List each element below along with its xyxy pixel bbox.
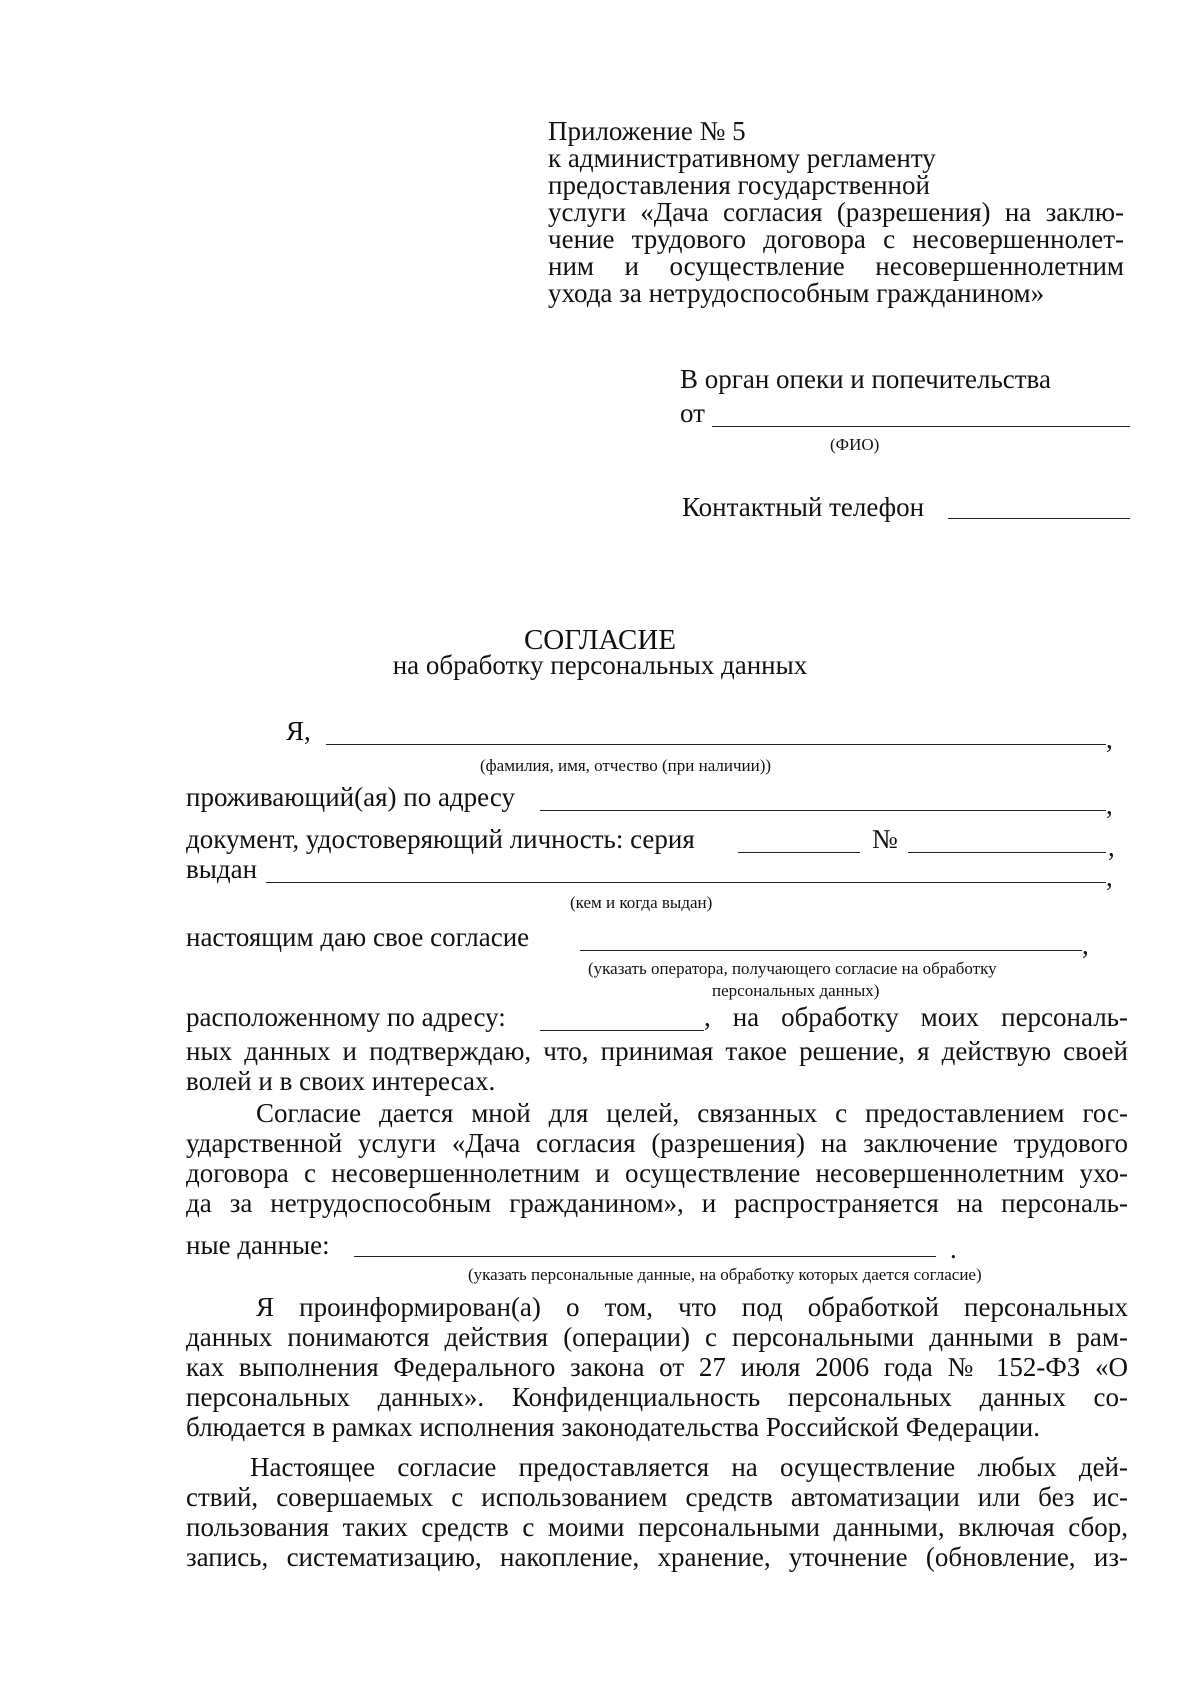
paragraph-line: запись, систематизацию, накопление, хранение, уточнение (обновление, из- bbox=[186, 1542, 1128, 1572]
issued-label: выдан bbox=[186, 854, 258, 884]
located-paragraph bbox=[186, 1036, 1128, 1096]
period: . bbox=[950, 1234, 957, 1264]
paragraph-line: пользования таких средств с моими персональными данными, включая сбор, bbox=[186, 1512, 1128, 1542]
personal-data-hint: (указать персональные данные, на обработку которых дается согласие) bbox=[468, 1265, 982, 1284]
number-input-line[interactable] bbox=[908, 852, 1106, 853]
operator-input-line[interactable] bbox=[580, 950, 1082, 951]
issued-hint: (кем и когда выдан) bbox=[570, 893, 713, 912]
address-input-line[interactable] bbox=[540, 810, 1106, 811]
appendix-line: услуги «Дача согласия (разрешения) на заклю- bbox=[548, 197, 1124, 227]
appendix-line: предоставления государственной bbox=[548, 170, 930, 200]
paragraph-line: Я проинформирован(а) о том, что под обработкой персональных bbox=[256, 1292, 1128, 1322]
paragraph-line: данных понимаются действия (операции) с персональными данными в рам- bbox=[186, 1322, 1128, 1352]
paragraph-line: Согласие дается мной для целей, связанных с предоставлением гос- bbox=[256, 1098, 1128, 1128]
paragraph-line: ударственной услуги «Дача согласия (разрешения) на заключение трудового bbox=[186, 1128, 1128, 1158]
operator-hint: персональных данных) bbox=[712, 981, 880, 1000]
appendix-line: чение трудового договора с несовершеннолет- bbox=[548, 224, 1124, 254]
addressee-to: В орган опеки и попечительства bbox=[680, 364, 1051, 394]
i-label: Я, bbox=[286, 716, 311, 746]
appendix-line: ним и осуществление несовершеннолетним bbox=[548, 251, 1124, 281]
id-document-label: документ, удостоверяющий личность: серия bbox=[186, 824, 695, 854]
full-name-input-line[interactable] bbox=[326, 744, 1106, 745]
personal-data-input-line[interactable] bbox=[354, 1256, 936, 1257]
paragraph-line: блюдается в рамках исполнения законодательства Российской Федерации. bbox=[186, 1412, 1040, 1442]
fio-caption: (ФИО) bbox=[830, 435, 880, 454]
comma: , bbox=[1106, 790, 1113, 820]
phone-label: Контактный телефон bbox=[682, 492, 925, 522]
paragraph-line: да за нетрудоспособным гражданином», и распространяется на персональ- bbox=[186, 1188, 1128, 1218]
appendix-header bbox=[548, 118, 1124, 307]
paragraph-line: ных данных и подтверждаю, что, принимая такое решение, я действую своей bbox=[186, 1036, 1128, 1066]
consent-label: настоящим даю свое согласие bbox=[186, 922, 530, 952]
phone-input-line[interactable] bbox=[948, 518, 1130, 519]
issued-input-line[interactable] bbox=[266, 882, 1106, 883]
personal-data-label: ные данные: bbox=[186, 1230, 330, 1260]
comma: , bbox=[1108, 832, 1115, 862]
document-subtitle: на обработку персональных данных bbox=[392, 650, 808, 680]
address-label: проживающий(ая) по адресу bbox=[186, 782, 515, 812]
appendix-line: ухода за нетрудоспособным гражданином» bbox=[548, 278, 1045, 308]
paragraph-line: ствий, совершаемых с использованием средств автоматизации или без ис- bbox=[186, 1482, 1128, 1512]
number-label: № bbox=[872, 824, 898, 854]
appendix-line: к административному регламенту bbox=[548, 143, 936, 173]
paragraph-line: ках выполнения Федерального закона от 27 июля 2006 года № 152-ФЗ «О bbox=[186, 1352, 1128, 1382]
paragraph-line: волей и в своих интересах. bbox=[186, 1066, 496, 1096]
operator-address-input-line[interactable] bbox=[540, 1030, 704, 1031]
paragraph-line: Настоящее согласие предоставляется на осуществление любых дей- bbox=[250, 1452, 1128, 1482]
addressee-from-label: от bbox=[680, 398, 705, 428]
located-label: расположенному по адресу: bbox=[186, 1002, 506, 1032]
paragraph-line: договора с несовершеннолетним и осуществление несовершеннолетним ухо- bbox=[186, 1158, 1128, 1188]
fio-hint: (фамилия, имя, отчество (при наличии)) bbox=[480, 756, 772, 775]
appendix-number: Приложение № 5 bbox=[548, 116, 746, 146]
paragraph-line: персональных данных». Конфиденциальность персональных данных со- bbox=[186, 1382, 1128, 1412]
comma: , bbox=[1082, 930, 1089, 960]
document-title: СОГЛАСИЕ bbox=[523, 624, 677, 656]
comma: , bbox=[1106, 862, 1113, 892]
operator-hint: (указать оператора, получающего согласие на обработку bbox=[588, 959, 997, 978]
located-text: , на обработку моих персональ- bbox=[704, 1002, 1128, 1032]
informed-paragraph bbox=[186, 1292, 1128, 1442]
comma: , bbox=[1106, 724, 1113, 754]
series-input-line[interactable] bbox=[738, 852, 860, 853]
fio-input-line[interactable] bbox=[712, 426, 1130, 427]
scope-paragraph bbox=[186, 1452, 1128, 1572]
purpose-paragraph bbox=[186, 1098, 1128, 1218]
